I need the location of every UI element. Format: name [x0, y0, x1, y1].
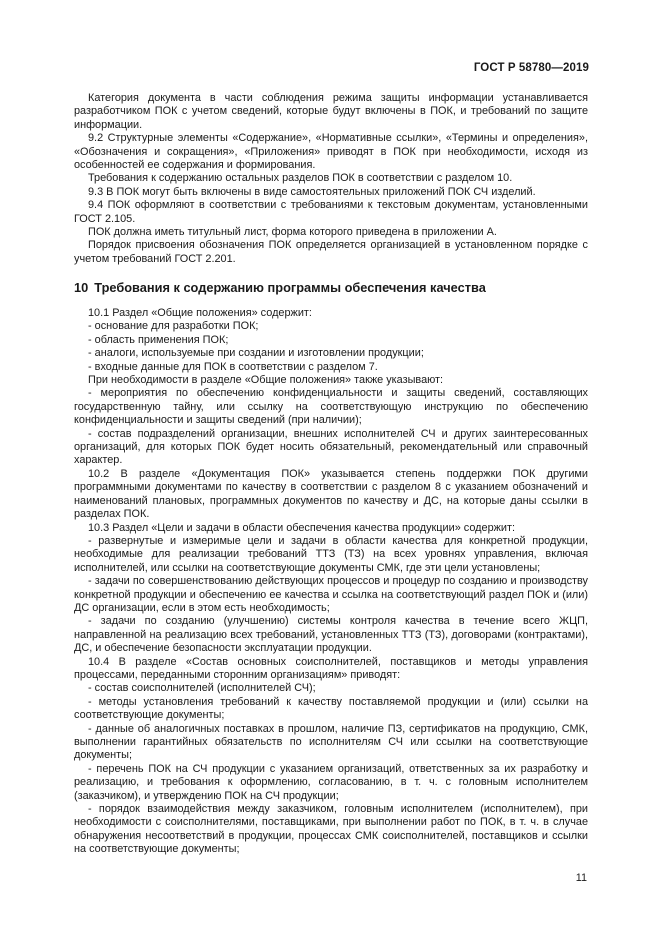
paragraph: - задачи по совершенствованию действующих процессов и процедур по созданию и производству конкретной продукции и обеспечению ее качества и ссылка на соответствующий раздел ПОК и (или) ДС организации, если в этом есть необходимость; [74, 575, 588, 614]
paragraph: Требования к содержанию остальных разделов ПОК в соответствии с разделом 10. [88, 172, 513, 185]
top-text-block [74, 92, 588, 266]
paragraph: При необходимости в разделе «Общие положения» также указывают: [88, 374, 444, 387]
paragraph: - состав подразделений организации, внешних исполнителей СЧ и других заинтересованных организаций, для которых ПОК будет носить обязательный, рекомендательный или справочный характер. [74, 427, 588, 467]
section-title: Требования к содержанию программы обеспечения качества [94, 280, 486, 295]
paragraph: - основание для разработки ПОК; [88, 320, 259, 333]
paragraph: 10.4 В разделе «Состав основных соисполнителей, поставщиков и методы управления процессами, переданными сторонним организациям» приводят: [74, 655, 588, 681]
standard-header: ГОСТ Р 58780—2019 [473, 62, 589, 74]
paragraph: 10.2 В разделе «Документация ПОК» указывается степень поддержки ПОК другими программными документами по качеству в соответствии с разделом 8 с указанием обозначений и наименований плановых, программных документов по качеству и ДС, на которые даны ссылки в разделах ПОК. [74, 467, 588, 521]
paragraph: - данные об аналогичных поставках в прошлом, наличие ПЗ, сертификатов на продукцию, СМК, выполнении гарантийных обязательств по исполнителям СЧ или ссылки на соответствующие документы; [74, 722, 588, 762]
paragraph: - мероприятия по обеспечению конфиденциальности и защиты сведений, составляющих государственную тайну, или ссылку на соответствующую инструкцию по обеспечению конфиденциальности и защиты сведений (при наличии); [74, 387, 588, 427]
section-number: 10 [74, 280, 89, 295]
section-text-block [74, 307, 588, 857]
paragraph: Категория документа в части соблюдения режима защиты информации устанавливается разработчиком ПОК с учетом сведений, которые будут включены в ПОК, и требований по защите информации. [74, 92, 588, 131]
paragraph: - состав соисполнителей (исполнителей СЧ); [88, 682, 316, 695]
paragraph: - входные данные для ПОК в соответствии с разделом 7. [88, 360, 378, 373]
paragraph: Порядок присвоения обозначения ПОК определяется организацией в установленном порядке с учетом требований ГОСТ 2.201. [74, 239, 588, 265]
paragraph: - аналоги, используемые при создании и изготовлении продукции; [88, 347, 424, 360]
paragraph: ПОК должна иметь титульный лист, форма которого приведена в приложении А. [88, 226, 497, 239]
paragraph: - перечень ПОК на СЧ продукции с указанием организаций, ответственных за их разработку и реализацию, и требования к оформлению, согласованию, в т. ч. с головным исполнителем (заказчиком), и утверждению ПОК на СЧ продукции; [74, 762, 588, 802]
paragraph: 10.1 Раздел «Общие положения» содержит: [88, 307, 312, 319]
paragraph: 10.3 Раздел «Цели и задачи в области обеспечения качества продукции» содержит: [88, 521, 516, 534]
paragraph: 9.3 В ПОК могут быть включены в виде самостоятельных приложений ПОК СЧ изделий. [88, 185, 536, 198]
section-heading [74, 280, 588, 295]
paragraph: - методы установления требований к качеству поставляемой продукции и (или) ссылки на соответствующие документы; [74, 695, 588, 722]
paragraph: - развернутые и измеримые цели и задачи в области качества для конкретной продукции, необходимые для реализации требований ТТЗ (ТЗ) на всех уровнях управления, включая исполнителей, или ссылки на соответствующие документы СМК, где эти цели установлены; [74, 534, 588, 574]
paragraph: 9.2 Структурные элементы «Содержание», «Нормативные ссылки», «Термины и определения», «Обозначения и сокращения», «Приложения» приводят в ПОК при необходимости, исходя из особенностей ее содержания и формирования. [74, 132, 588, 172]
paragraph: - область применения ПОК; [88, 333, 229, 346]
page-number: 11 [575, 872, 587, 884]
paragraph: - задачи по созданию (улучшению) системы контроля качества в течение всего ЖЦП, направленной на реализацию всех требований, установленных ТТЗ (ТЗ), договорами (контрактами), ДС, и обеспечение безопасности эксплуатации продукции. [74, 615, 588, 655]
paragraph: - порядок взаимодействия между заказчиком, головным исполнителем (исполнителем), при необходимости с соисполнителями, поставщиками, при выполнении работ по ПОК, в т. ч. в случае обнаружения несоответствий в продукции, процессах СМК соисполнителей, поставщиков и ссылки на соответствующие документы; [74, 803, 588, 856]
paragraph: 9.4 ПОК оформляют в соответствии с требованиями к текстовым документам, установленными ГОСТ 2.105. [74, 199, 588, 225]
